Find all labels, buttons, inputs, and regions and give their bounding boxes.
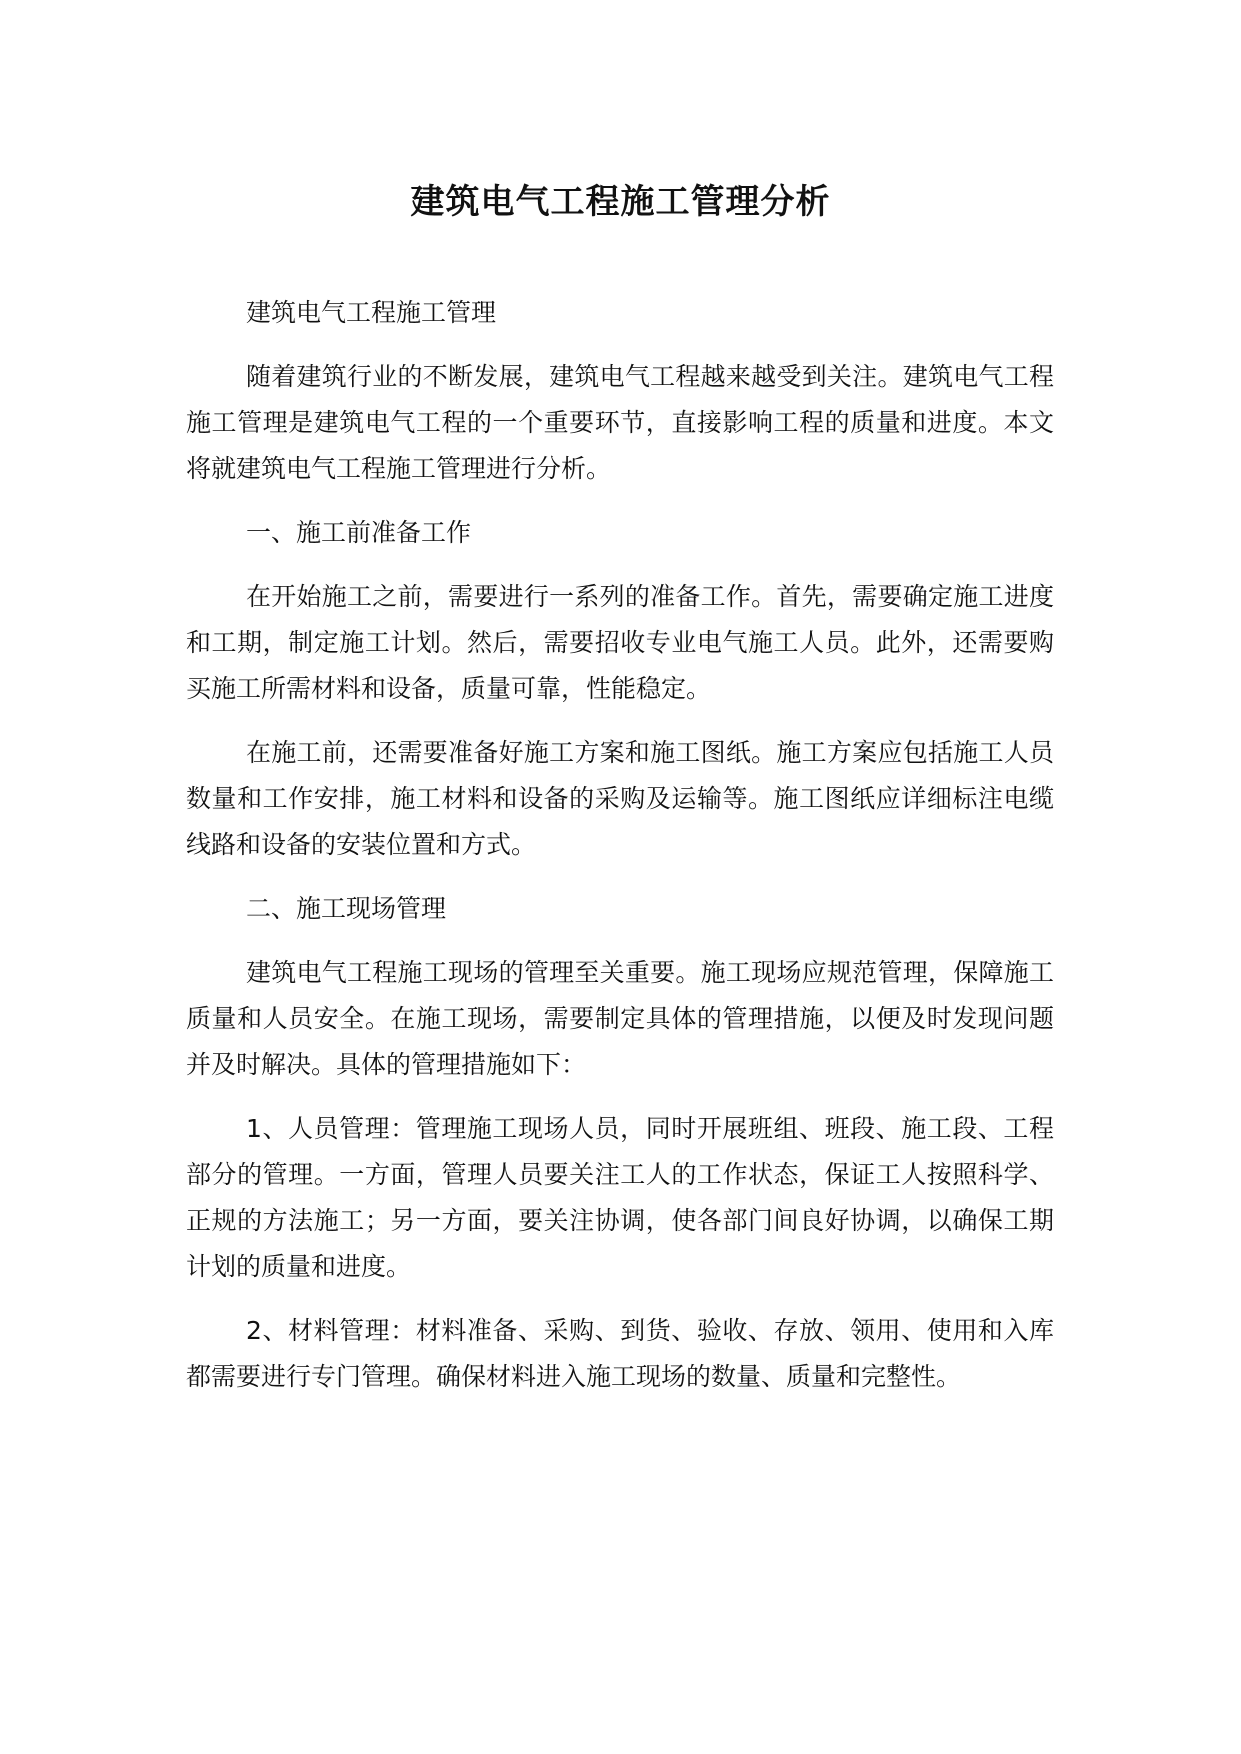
document-title: 建筑电气工程施工管理分析	[410, 182, 831, 222]
section-1-paragraph-2: 在施工前，还需要准备好施工方案和施工图纸。施工方案应包括施工人员数量和工作安排，施工材料和设备的采购及运输等。施工图纸应详细标注电缆线路和设备的安装位置和方式。	[186, 738, 1054, 859]
document-subtitle: 建筑电气工程施工管理	[246, 298, 497, 327]
document-body	[186, 290, 1054, 1418]
intro-paragraph: 随着建筑行业的不断发展，建筑电气工程越来越受到关注。建筑电气工程施工管理是建筑电气工程的一个重要环节，直接影响工程的质量和进度。本文将就建筑电气工程施工管理进行分析。	[186, 362, 1054, 483]
section-1-heading: 一、施工前准备工作	[246, 518, 472, 547]
section-1-paragraph-1: 在开始施工之前，需要进行一系列的准备工作。首先，需要确定施工进度和工期，制定施工计划。然后，需要招收专业电气施工人员。此外，还需要购买施工所需材料和设备，质量可靠，性能稳定。	[186, 582, 1054, 703]
section-2-heading: 二、施工现场管理	[246, 894, 447, 923]
section-2-paragraph-1: 建筑电气工程施工现场的管理至关重要。施工现场应规范管理，保障施工质量和人员安全。在施工现场，需要制定具体的管理措施，以便及时发现问题并及时解决。具体的管理措施如下：	[186, 958, 1054, 1079]
section-2-item-materials: 2、材料管理：材料准备、采购、到货、验收、存放、领用、使用和入库都需要进行专门管理。确保材料进入施工现场的数量、质量和完整性。	[186, 1316, 1054, 1391]
section-2-item-personnel: 1、人员管理：管理施工现场人员，同时开展班组、班段、施工段、工程部分的管理。一方面，管理人员要关注工人的工作状态，保证工人按照科学、正规的方法施工；另一方面，要关注协调，使各部门间良好协调，以确保工期计划的质量和进度。	[186, 1114, 1054, 1281]
